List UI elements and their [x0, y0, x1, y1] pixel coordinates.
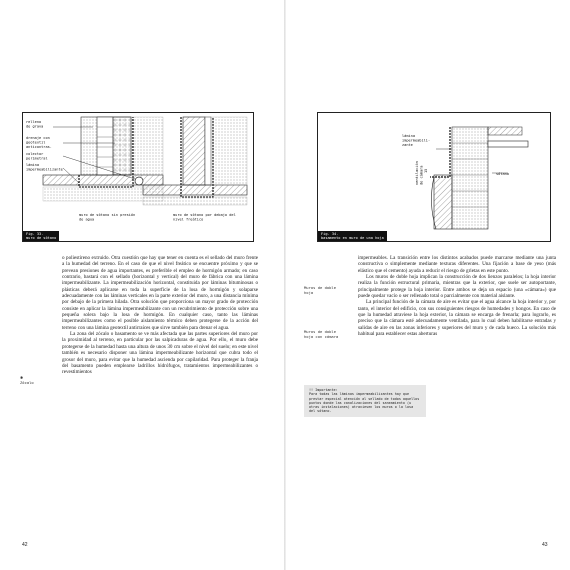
margin-note-line: hoja con cámara — [304, 333, 339, 339]
caption-right-drawing-2: nivel freático — [173, 217, 204, 222]
figure-title: basamento en muro de una hoja — [321, 235, 384, 240]
paragraph: Los muros de doble hoja implican la construcción de dos lienzos paralelos; la hoja interior realiza la función estructural primaria, mientras que la exterior, que suele ser autoportante, principalmente protege la hoja interior. Entre ambos se deja un espacio (una «cámara») que puede quedar vacío o ser rellenado total o parcialmente con material aislante. — [358, 274, 556, 300]
label-drenaje-1: drenaje con — [26, 136, 50, 140]
margin-note-line: Muros de doble — [304, 329, 337, 334]
zocalo-margin-note — [20, 376, 34, 386]
zocalo-label: Zócalo — [20, 379, 34, 385]
label-camara-3: 15 — [424, 168, 428, 173]
paragraph: La principal función de la cámara de aire es evitar que el agua alcance la hoja interior y, por tanto, el interior del edificio, con sus consiguientes riesgos de humedades y hongos. En caso de que la humedad atraviese la hoja exterior, la cámara se encarga de frenarla; para lograrlo, es preciso que la cámara esté adecuadamente ventilada, para lo cual deben habilitarse entradas y salidas de aire en las zonas inferiores y superiores del muro y de cada hueco. La solución más habitual para establecer estas aberturas — [358, 299, 556, 338]
caption-left-drawing-1: muro de sótano sin presión — [79, 213, 136, 217]
lightbulb-icon: ✱ — [20, 375, 24, 381]
label-drenaje-3: anticontras. — [26, 145, 52, 149]
figure-title: muro de sótano — [26, 235, 57, 240]
label-lamina-1: lámina — [402, 134, 415, 138]
label-lamina-1: lámina — [26, 163, 39, 167]
caption-right-drawing-1: muro de sótano por debajo del — [173, 213, 236, 217]
left-body-text — [62, 255, 258, 376]
figure-number: Fig. 34. — [321, 231, 339, 236]
right-body-text — [358, 255, 556, 337]
left-page — [0, 0, 284, 570]
paragraph: o poliestireno extruido. Otra cuestión que hay que tener en cuenta es el sellado del muro frente a la humedad del terreno. En el caso de que el nivel freático se encuentre próximo y que se prevean presiones de agua importantes, es preferible el empleo de hormigón armado; en caso contrario, bastará con el sellado (horizontal y vertical) del muro de fábrica con una lámina impermeabilizante. La impermeabilización horizontal, constituida por láminas bituminosas o plásticas deberá aplicarse en toda la superficie de la losa de hormigón y solaparse adecuadamente con las láminas verticales en la parte exterior del muro, a una distancia mínima por debajo de la primera hilada. Otra solución que proporciona un mayor grado de protección consiste en aplicar la lámina impermeabilizante con un recubrimiento de protección sobre una pequeña solera bajo la losa de hormigón. En cualquier caso, tanto las láminas impermeabilizantes como el posible aislamiento térmico deben protegerse de la acción del terreno con una lámina geotextil antirraíces que sirve también para drenar el agua. — [62, 255, 258, 331]
page-number-right: 43 — [542, 542, 548, 548]
label-colector-2: perimetral — [26, 156, 48, 161]
label-lamina-2: impermeabili- — [402, 138, 431, 143]
figure-single-leaf-base — [317, 112, 551, 242]
label-lamina-3: zante — [402, 143, 413, 147]
label-drenaje-2: geotextil — [26, 140, 46, 145]
note-text: Para todas las láminas impermeabilizantes hay que prestar especial atención al sellado de todos aquellos puntos donde las canalizaciones del saneamiento (u otras instalaciones) atraviesen los muros o la losa del sótano. — [309, 392, 420, 414]
margin-note-line: Muros de doble — [304, 285, 337, 290]
important-note — [304, 385, 426, 417]
figure-drawing — [318, 113, 550, 241]
label-colector-1: colector — [26, 152, 44, 156]
label-camara-2: de cámara — [419, 165, 424, 185]
figure-caption — [318, 231, 387, 241]
note-title: !! Importante: — [309, 388, 338, 392]
page-number-left: 42 — [22, 542, 28, 548]
caption-left-drawing-2: de agua — [79, 217, 95, 222]
paragraph: La zona del zócalo o basamento se ve más afectada que las partes superiores del muro por la proximidad al terreno, en particular por las salpicaduras de agua. Por ello, el muro debe protegerse de la humedad hasta una altura de unos 30 cm sobre el nivel del suelo; en este nivel también es necesario disponer una lámina impermeabilizante horizontal que cubra todo el grosor del muro, para evitar que la humedad ascienda por capilaridad. Para proteger la franja del basamento pueden emplearse ladrillos hidrófugos, tratamientos impermeabilizantes o revestimientos — [62, 331, 258, 376]
margin-note-line: hoja — [304, 289, 314, 295]
paragraph: impermeables. La transición entre los distintos acabados puede marcarse mediante una junta constructiva o simplemente mediante texturas diferentes. Una fijación a base de yeso (más elástico que el cemento) ayuda a reducir el riesgo de grietas en este punto. — [358, 255, 556, 274]
margin-note-double-leaf — [304, 286, 336, 296]
right-page — [286, 0, 570, 570]
figure-basement-wall — [22, 112, 254, 242]
label-relleno: relleno — [26, 120, 42, 124]
label-lamina-2: impermeabilizante — [26, 167, 63, 172]
figure-drawing — [23, 113, 253, 241]
figure-number: Fig. 33. — [26, 231, 44, 236]
margin-note-cavity — [304, 330, 338, 340]
label-sotano: sótano — [496, 172, 509, 176]
label-camara-1: ventilación — [415, 161, 419, 185]
figure-caption — [23, 231, 59, 241]
label-grava: de grava — [26, 124, 44, 129]
